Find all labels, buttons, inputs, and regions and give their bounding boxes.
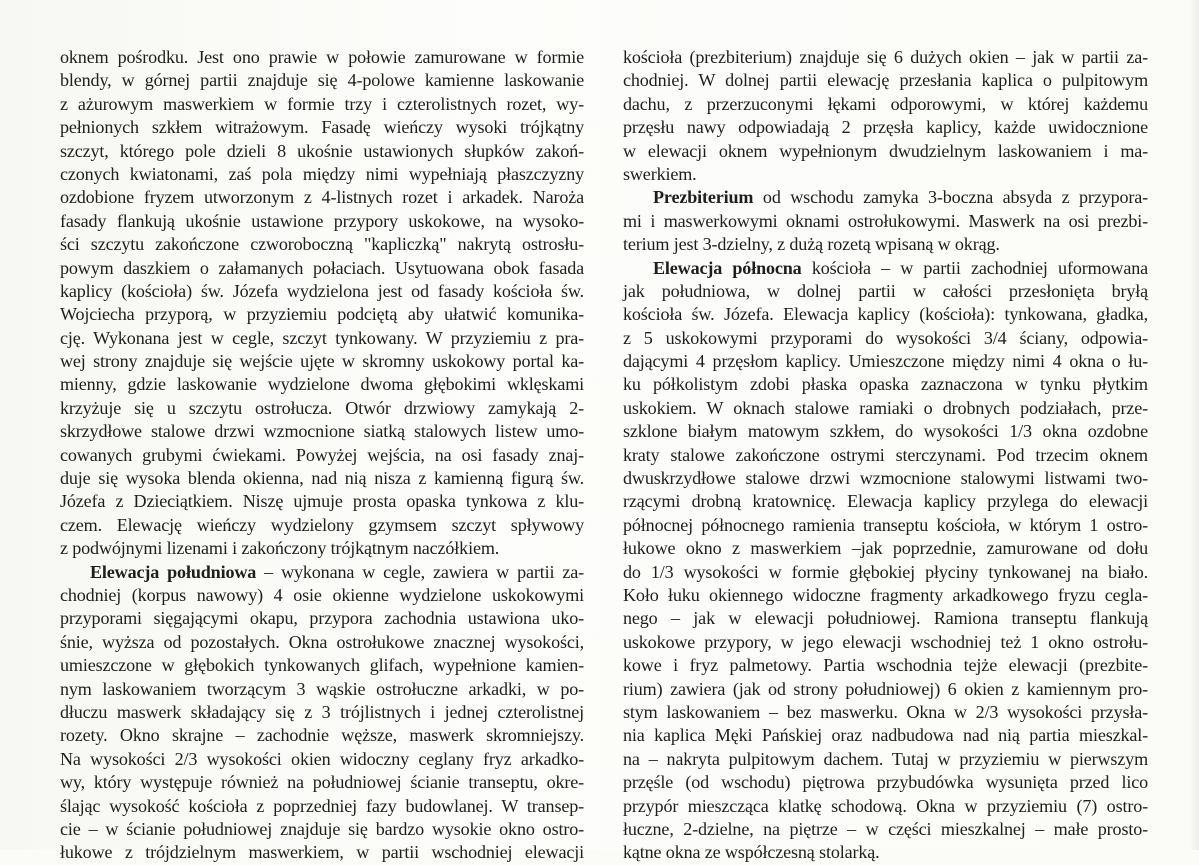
line-text: czonych kwiatonami, zaś pola między nimi wypełniają płaszczyzny — [60, 163, 584, 184]
text-line — [623, 93, 1148, 116]
section-heading: Elewacja północna — [653, 257, 802, 278]
line-text: przyporami sięgającymi okapu, przypora zachodnia ustawiona uko- — [60, 608, 584, 629]
line-text: blendy, w górnej partii znajduje się 4-polowe kamienne laskowanie — [60, 70, 584, 91]
text-line — [623, 537, 1148, 560]
line-text: oknem pośrodku. Jest ono prawie w połowie zamurowane w formie — [60, 47, 584, 67]
text-line — [623, 350, 1148, 373]
line-text: dającymi 4 przęsłom kaplicy. Umieszczone między nimi 4 okna o łu- — [623, 351, 1148, 372]
line-text: powym daszkiem o załamanych połaciach. Usytuowana obok fasada — [60, 257, 584, 278]
text-line — [623, 444, 1148, 467]
line-text: fasady flankują ukośnie ustawione przypory uskokowe, na wysoko- — [60, 210, 584, 231]
text-line — [623, 46, 1148, 69]
text-line — [623, 163, 1148, 186]
text-line — [60, 537, 584, 560]
text-line — [60, 303, 584, 326]
line-text: kościoła – w partii zachodniej uformowana — [801, 257, 1148, 278]
text-line — [623, 69, 1148, 92]
line-text: rozety. Okno skrajne – zachodnie węższe, maswerk skromniejszy. — [60, 725, 584, 746]
line-text: rium) zawiera (jak od strony południowej) 6 okien z kamiennym pro- — [623, 678, 1148, 699]
text-line — [60, 818, 584, 841]
line-text: łukowe z trójdzielnym maswerkiem, w partii wschodniej elewacji — [60, 842, 584, 863]
line-text: czem. Elewację wieńczy wydzielony gzymsem szczyt spływowy — [60, 514, 584, 535]
line-text: dachu, z przerzuconymi łękami odporowymi, w której każdemu — [623, 93, 1148, 114]
text-line — [60, 46, 584, 69]
line-text: szklone białym matowym szkłem, do wysokości 1/3 okna ozdobne — [623, 421, 1148, 442]
line-text: cję. Wykonana jest w cegle, szczyt tynkowany. W przyziemiu z pra- — [60, 327, 584, 348]
text-line — [60, 841, 584, 864]
text-line — [60, 373, 584, 396]
text-line — [623, 257, 1148, 280]
line-text: dwuskrzydłowe stalowe drzwi wzmocnione stalowymi listwami two- — [623, 468, 1148, 489]
line-text: kraty stalowe zakończone ostrymi sterczynami. Pod trzecim oknem — [623, 444, 1148, 465]
text-line — [60, 584, 584, 607]
text-line — [623, 420, 1148, 443]
section-heading: Prezbiterium — [653, 187, 754, 208]
text-line — [623, 818, 1148, 841]
line-text: uskokowe przypory, w jego elewacji wschodniej też 1 okno ostrołu- — [623, 631, 1148, 652]
text-line — [60, 163, 584, 186]
line-text: stym laskowaniem – bez maswerku. Okna w 2/3 wysokości przysła- — [623, 701, 1148, 722]
line-text: wy, który występuje również na południowej ścianie transeptu, okre- — [60, 772, 584, 793]
line-text: kościoła (prezbiterium) znajduje się 6 dużych okien – jak w partii za- — [623, 47, 1148, 67]
line-text: przęśle (od wschodu) piętrowa przybudówka wysunięta przed lico — [623, 772, 1148, 793]
text-line — [60, 561, 584, 584]
text-line — [60, 350, 584, 373]
line-text: przypór mieszcząca klatkę schodową. Okna w przyziemiu (7) ostro- — [623, 795, 1148, 816]
line-text: od wschodu zamyka 3-boczna absyda z przypora- — [753, 187, 1148, 208]
line-text: łukowe okno z maswerkiem –jak poprzednie, zamurowane od dołu — [623, 538, 1148, 559]
text-line — [623, 327, 1148, 350]
text-line — [60, 257, 584, 280]
line-text: kątne okna ze współczesną stolarką. — [623, 842, 880, 863]
line-text: północnej północnego ramienia transeptu kościoła, w którym 1 ostro- — [623, 514, 1148, 535]
text-line — [60, 280, 584, 303]
line-text: cie – w ścianie południowej znajduje się bardzo wysokie okno ostro- — [60, 818, 584, 839]
text-line — [60, 186, 584, 209]
text-line — [623, 210, 1148, 233]
text-line — [623, 678, 1148, 701]
line-text: łuczne, 2-dzielne, na piętrze – w części mieszkalnej – małe prosto- — [623, 818, 1148, 839]
text-line — [623, 514, 1148, 537]
text-line — [60, 795, 584, 818]
line-text: ści szczytu zakończone czworoboczną "kapliczką" nakrytą ostrosłu- — [60, 234, 584, 255]
line-text: cowanych grubymi ćwiekami. Powyżej wejścia, na osi fasady znaj- — [60, 444, 584, 465]
line-text: z podwójnymi lizenami i zakończony trójkątnym naczółkiem. — [60, 538, 500, 559]
text-line — [623, 631, 1148, 654]
line-text: duje się wysoka blenda okienna, nad nią nisza z kamienną figurą św. — [60, 468, 584, 489]
line-text: w elewacji oknem wypełnionym dwudzielnym laskowaniem i ma- — [623, 140, 1148, 161]
text-line — [623, 467, 1148, 490]
line-text: nia kaplica Męki Pańskiej oraz nadbudowa nad nią partia mieszkal- — [623, 725, 1148, 746]
line-text: ku półkolistym zdobi płaska opaska zaznaczona w tynku płytkim — [623, 374, 1148, 395]
line-text: rzącymi drobną kratownicę. Elewacja kaplicy przylega do elewacji — [623, 491, 1148, 512]
text-line — [60, 701, 584, 724]
text-line — [60, 116, 584, 139]
text-line — [60, 210, 584, 233]
text-line — [60, 467, 584, 490]
text-line — [60, 93, 584, 116]
line-text: krzyżuje się u szczytu ostrołucza. Otwór drzwiowy zamykają 2- — [60, 397, 584, 418]
line-text: z ażurowym maswerkiem w formie trzy i czterolistnych rozet, wy- — [60, 93, 584, 114]
text-line — [623, 116, 1148, 139]
text-line — [60, 514, 584, 537]
text-line — [60, 654, 584, 677]
line-text: nym laskowaniem tworzącym 3 wąskie ostrołuczne arkadki, w po- — [60, 678, 584, 699]
text-line — [623, 397, 1148, 420]
line-text: dłuczu maswerk składający się z 3 trójlistnych i jednej czterolistnej — [60, 701, 584, 722]
line-text: Józefa z Dzieciątkiem. Niszę ujmuje prosta opaska tynkowa z klu- — [60, 491, 584, 512]
line-text: uskokiem. W oknach stalowe ramiaki o drobnych podziałach, prze- — [623, 397, 1148, 418]
text-line — [623, 280, 1148, 303]
line-text: kowe i fryz palmetowy. Partia wschodnia tejże elewacji (prezbite- — [623, 655, 1148, 676]
text-line — [60, 444, 584, 467]
text-line — [623, 748, 1148, 771]
line-text: kościoła św. Józefa. Elewacja kaplicy (kościoła): tynkowana, gładka, — [623, 304, 1148, 325]
text-line — [60, 607, 584, 630]
text-line — [623, 771, 1148, 794]
text-line — [623, 724, 1148, 747]
line-text: chodniej. W dolnej partii elewację przesłania kaplica o pulpitowym — [623, 70, 1148, 91]
line-text: terium jest 3-dzielny, z dużą rozetą wpisaną w okrąg. — [623, 234, 1000, 255]
line-text: pełnionych szkłem witrażowym. Fasadę wieńczy wysoki trójkątny — [60, 117, 584, 138]
line-text: umieszczone w głębokich tynkowanych glifach, wypełnione kamien- — [60, 655, 584, 676]
line-text: mienny, gdzie laskowanie wydzielone dwoma głębokimi wklęskami — [60, 374, 584, 395]
text-line — [60, 233, 584, 256]
line-text: na – nakryta pulpitowym dachem. Tutaj w przyziemiu w pierwszym — [623, 748, 1148, 769]
section-heading: Elewacja południowa — [90, 561, 257, 582]
text-line — [60, 420, 584, 443]
text-line — [60, 327, 584, 350]
text-line — [623, 233, 1148, 256]
line-text: mi i maswerkowymi oknami ostrołukowymi. Maswerk na osi prezbi- — [623, 210, 1148, 231]
text-line — [623, 841, 1148, 864]
text-line — [60, 140, 584, 163]
line-text: – wykonana w cegle, zawiera w partii za- — [256, 561, 584, 582]
line-text: Na wysokości 2/3 wysokości okien widoczny ceglany fryz arkadko- — [60, 748, 584, 769]
text-line — [60, 397, 584, 420]
right-text-column — [623, 46, 1148, 865]
text-line — [623, 303, 1148, 326]
text-line — [623, 186, 1148, 209]
text-line — [623, 561, 1148, 584]
left-text-column — [60, 46, 584, 865]
line-text: jak południowa, w dolnej partii w całości przesłonięta bryłą — [623, 280, 1148, 301]
line-text: nego – jak w elewacji południowej. Ramiona transeptu flankują — [623, 608, 1148, 629]
line-text: wej strony znajduje się wejście ujęte w skromny uskokowy portal ka- — [60, 351, 584, 372]
line-text: kaplicy (kościoła) św. Józefa wydzielona jest od fasady kościoła św. — [60, 280, 584, 301]
page-edge-shadow — [1189, 0, 1199, 850]
text-line — [623, 584, 1148, 607]
text-line — [60, 490, 584, 513]
text-line — [60, 724, 584, 747]
text-line — [623, 607, 1148, 630]
line-text: Wojciecha przyporą, w przyziemiu podciętą aby ułatwić komunika- — [60, 304, 584, 325]
text-line — [623, 795, 1148, 818]
text-line — [60, 631, 584, 654]
text-line — [60, 678, 584, 701]
line-text: ślając wysokość kościoła z poprzedniej fazy budowlanej. W transep- — [60, 795, 584, 816]
text-line — [623, 654, 1148, 677]
line-text: szczyt, którego pole dzieli 8 ukośnie ustawionych słupków zakoń- — [60, 140, 584, 161]
text-line — [60, 748, 584, 771]
text-line — [60, 771, 584, 794]
line-text: chodniej (korpus nawowy) 4 osie okienne wydzielone uskokowymi — [60, 584, 584, 605]
line-text: skrzydłowe stalowe drzwi wzmocnione siatką stalowych listew umo- — [60, 421, 584, 442]
text-line — [623, 140, 1148, 163]
line-text: Koło łuku okiennego widoczne fragmenty arkadkowego fryzu cegla- — [623, 584, 1148, 605]
text-line — [623, 373, 1148, 396]
line-text: swerkiem. — [623, 163, 697, 184]
line-text: przęsłu nawy odpowiadają 2 przęsła kaplicy, każde uwidocznione — [623, 117, 1148, 138]
line-text: z 5 uskokowymi przyporami do wysokości 3/4 ściany, odpowia- — [623, 327, 1148, 348]
text-line — [623, 490, 1148, 513]
text-line — [623, 701, 1148, 724]
line-text: do 1/3 wysokości w formie głębokiej płyciny tynkowanej na biało. — [623, 561, 1148, 582]
text-line — [60, 69, 584, 92]
line-text: ozdobione fryzem utworzonym z 4-listnych rozet i arkadek. Naroża — [60, 187, 584, 208]
line-text: śnie, wyższa od pozostałych. Okna ostrołukowe znacznej wysokości, — [60, 631, 584, 652]
